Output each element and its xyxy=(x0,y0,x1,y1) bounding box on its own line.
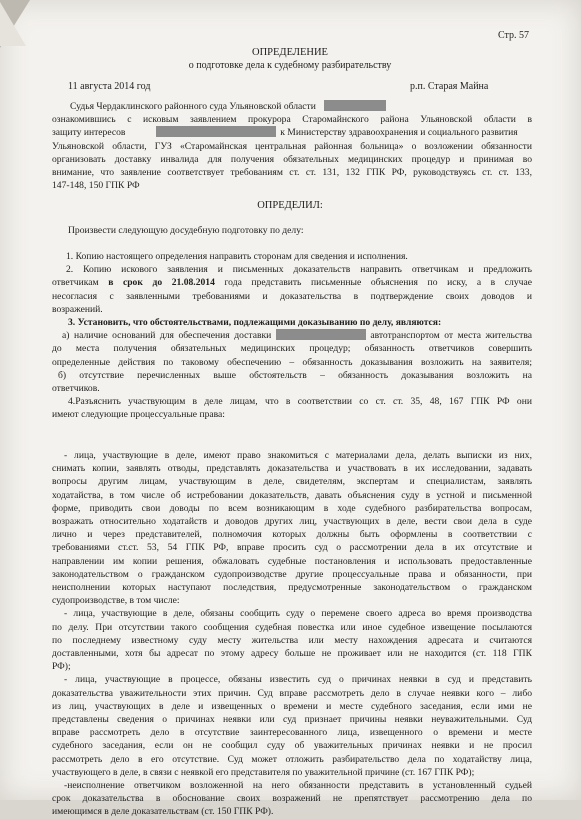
redacted-name xyxy=(276,329,366,340)
rights-paragraph-3 xyxy=(52,673,532,779)
item-3-line: до места получения обязательных медицинских процедур; обязанность ответчиков совершить xyxy=(52,343,532,355)
intro-line: 147-148, 150 ГПК РФ xyxy=(52,180,140,192)
item-2-request: года представить письменные объяснения по иску, а в случае xyxy=(224,277,532,289)
rights-line: участвующего в деле, в связи с неявкой его представителя по уважительной причине (ст. 167 ГПК РФ); xyxy=(52,766,475,778)
rights-line: - лица, участвующие в деле, имеют право знакомиться с материалами дела, делать выписки из них, xyxy=(64,450,532,461)
item-2-recipients: ответчикам xyxy=(52,277,99,289)
intro-line: организовать доставку инвалида для получения обязательных медицинских процедур и принимая во xyxy=(52,153,532,165)
item-3a-line xyxy=(52,329,532,342)
rights-line: ходатайства, в том числе об истребовании доказательств, давать объяснения суду в устной и письменной xyxy=(52,489,532,501)
rights-line: - лица, участвующие в процессе, обязаны известить суд о причинах неявки в суд и представить xyxy=(64,674,532,686)
rights-line: доставленными, хотя бы адресат по этому адресу больше не проживает или не находится (ст. 118 ГПК xyxy=(52,648,532,660)
rights-line: по последнему известному суду месту жительства или месту нахождения адресата и считаются xyxy=(52,634,532,646)
item-3-line: ответчиков. xyxy=(52,383,100,395)
rights-line: представлены сведения о причинах неявки или суд признает причины неявки неуважительными. Суд xyxy=(52,714,532,726)
intro-line: Ульяновской области, ГУЗ «Старомайнская центральная районная больница» о возложении обязанности xyxy=(52,140,532,152)
intro-defendant: к Министерству здравоохранения и социального развития xyxy=(280,127,518,139)
item-3-heading: 3. Установить, что обстоятельствами, подлежащими доказыванию по делу, являются: xyxy=(68,317,442,329)
rights-line: из лиц, участвующих в деле и извещенных о времени и месте судебного заседания, если ими не xyxy=(52,700,532,712)
rights-line: снимать копии, заявлять отводы, представлять доказательства и участвовать в их исследовании, задавать xyxy=(52,463,532,475)
rights-paragraph-2 xyxy=(52,607,532,673)
item-2-line: 2. Копию искового заявления и письменных доказательств направить ответчикам и предложить xyxy=(66,264,532,276)
item-1: 1. Копию настоящего определения направить сторонам для сведения и исполнения. xyxy=(66,251,408,262)
item-2-line: возражений. xyxy=(52,303,103,315)
document-date: 11 августа 2014 год xyxy=(68,81,151,92)
page-number: Стр. 57 xyxy=(498,30,530,41)
rights-line: вопросы другим лицам, участвующим в деле, свидетелям, экспертам и специалистам, заявлять xyxy=(52,476,532,488)
rights-line: законодательством о гражданском судопроизводстве другие процессуальные права и обязанности, при xyxy=(52,568,532,580)
item-2-line: несогласия с заявленными требованиями и доказательства в подтверждение своих доводов и xyxy=(52,290,532,302)
item-3-line: б) отсутствие перечисленных выше обстоятельств – обязанность доказывания возложить на xyxy=(58,369,532,381)
intro-paragraph xyxy=(52,100,532,192)
rights-line: вправе рассмотреть дело в отсутствие заинтересованного лица, извещенного о времени и месте xyxy=(52,727,532,739)
rights-line: - лица, участвующие в деле, обязаны сообщить суду о перемене своего адреса во время производства xyxy=(64,608,532,620)
rights-line: форме, приводить свои доводы по всем возникающим в ходе судебного разбирательства вопросам, xyxy=(52,502,532,514)
rights-line: -неисполнение ответчиком возложенной на него обязанности представить в установленный судьей xyxy=(64,780,532,792)
item-3a-text: а) наличие оснований для обеспечения доставки xyxy=(62,330,272,342)
rights-line: доказательства уважительности этих причин. Суд вправе рассмотреть дело в случае неявки кого – либо xyxy=(52,687,532,699)
document-place: р.п. Старая Майна xyxy=(410,81,489,92)
section-heading: ОПРЕДЕЛИЛ: xyxy=(257,200,323,211)
item-2-deadline: в срок до 21.08.2014 xyxy=(108,277,215,289)
rights-block xyxy=(52,449,532,819)
rights-line: судебного заседания, если он не сообщил суду об уважительных причинах неявки и не просил xyxy=(52,740,532,752)
rights-line: срок доказательства в обоснование своих возражений не препятствует рассмотрению дела по xyxy=(52,793,532,805)
rights-line: требованиями ст.ст. 53, 54 ГПК РФ, вправе просить суд о рассмотрении дела в их отсутствие и xyxy=(52,542,532,554)
item-4-line: 4.Разъяснить участвующим в деле лицам, что в соответствии со ст. ст. 35, 48, 167 ГПК РФ они xyxy=(68,396,532,408)
redacted-name xyxy=(156,126,276,137)
item-4-line: имеют следующие процессуальные права: xyxy=(52,409,225,421)
proceed-line: Произвести следующую досудебную подготовку по делу: xyxy=(68,225,304,236)
rights-line: направлении им копии решения, обжаловать судебные постановления и использовать предоставленные xyxy=(52,555,532,567)
rights-line: имеющимся в деле доказательствам (ст. 150 ГПК РФ). xyxy=(52,806,274,818)
intro-interest: защиту интересов xyxy=(52,127,126,139)
rights-line: лично и через представителей, полномочия которых должны быть оформлены в соответствии с xyxy=(52,529,532,541)
intro-line: ознакомившись с исковым заявлением прокурора Старомайнского района Ульяновской области в xyxy=(52,114,532,126)
document-subtitle: о подготовке дела к судебному разбирательству xyxy=(188,60,392,71)
intro-line: внимание, что заявление соответствует требованиям ст. ст. 131, 132 ГПК РФ, руководствуясь ст. ст. 133, xyxy=(52,167,532,179)
rights-line: судопроизводстве, в том числе: xyxy=(52,595,180,607)
item-3a-text-cont: автотранспортом от места жительства xyxy=(370,330,532,342)
item-2-line xyxy=(52,276,532,289)
items-block xyxy=(52,250,532,422)
item-3-line: определенные действия по таковому обеспечению – обязанность доказывания возложить на заявителя; xyxy=(52,356,532,368)
redacted-name xyxy=(324,100,386,111)
intro-line xyxy=(52,126,532,139)
folded-corner-highlight xyxy=(0,2,26,46)
rights-line: РФ); xyxy=(52,661,71,673)
intro-line xyxy=(52,100,532,113)
document-title: ОПРЕДЕЛЕНИЕ xyxy=(252,47,328,58)
rights-line: возражать относительно ходатайств и доводов других лиц, участвующих в деле, вести свои дела в суде xyxy=(52,516,532,528)
rights-line: по делу. При отсутствии такого сообщения судебная повестка или иное судебное извещение посылаются xyxy=(52,621,532,633)
rights-paragraph-4 xyxy=(52,779,532,819)
rights-paragraph-1 xyxy=(52,449,532,607)
rights-line: рассмотреть дело в его отсутствие. Суд может отложить разбирательство дела по ходатайству лица, xyxy=(52,753,532,765)
intro-judge: Судья Чердаклинского районного суда Ульяновской области xyxy=(70,101,316,112)
rights-line: неисполнении которых наступают последствия, предусмотренные законодательством о гражданском xyxy=(52,582,532,594)
